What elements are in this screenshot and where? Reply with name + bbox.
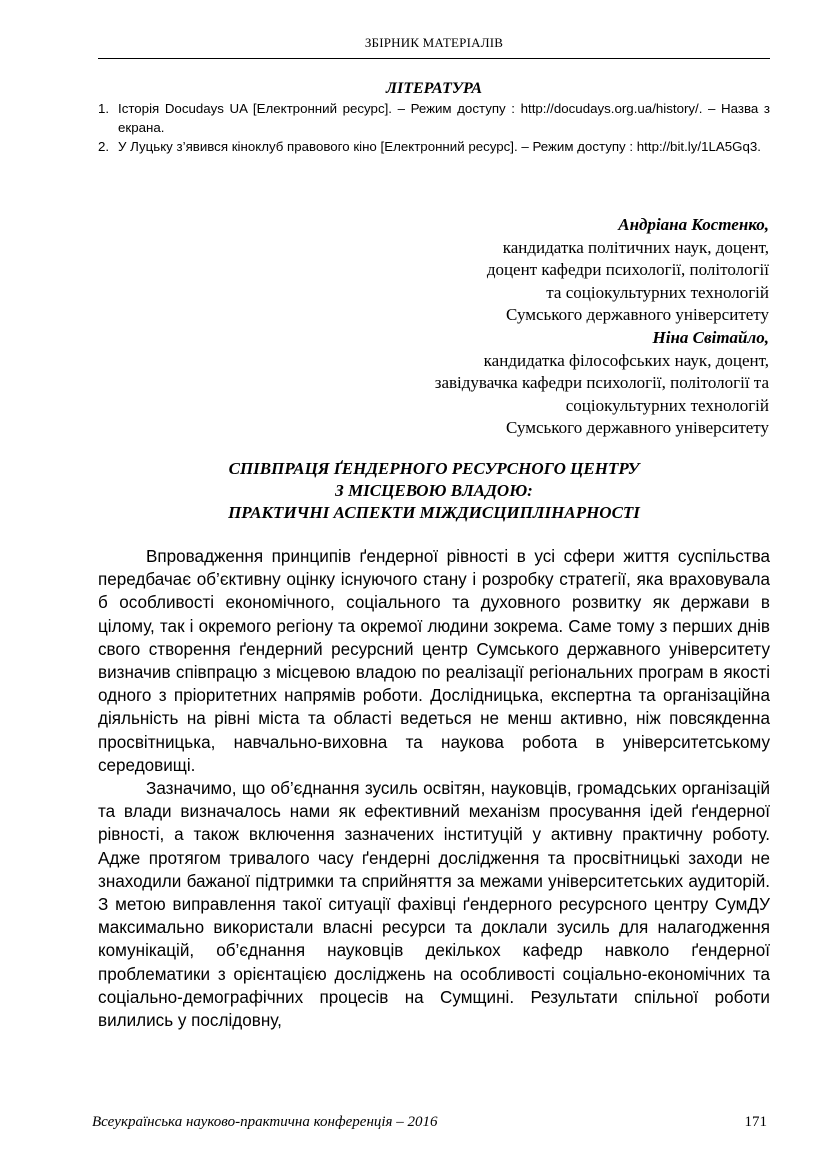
references-list: [98, 99, 770, 156]
reference-number: 1.: [98, 101, 110, 116]
page-number: 171: [744, 1114, 767, 1130]
author-name: Андріана Костенко,: [618, 215, 769, 234]
references-heading: ЛІТЕРАТУРА: [385, 80, 483, 97]
footer-conference: Всеукраїнська науково-практична конференція – 2016: [92, 1114, 438, 1130]
article-body: [98, 545, 770, 1032]
reference-text: У Луцьку з’явився кіноклуб правового кіно [Електронний ресурс]. – Режим доступу : http://bit.ly/1LA5Gq3.: [118, 139, 761, 154]
author-block: [300, 214, 769, 440]
body-paragraph: Зазначимо, що об’єднання зусиль освітян, науковців, громадських організацій та влади визначалось нами як ефективний механізм просування ідей ґендерної рівності, а також включення зазначених інституцій у активну практичну роботу. Адже протягом тривалого часу ґендерні дослідження та просвітницькі заходи не знаходили бажаної підтримки та сприйняття за межами університетських аудиторій. З метою виправлення такої ситуації фахівці ґендерного ресурсного центру СумДУ максимально використали власні ресурси та доклали зусиль для налагодження комунікацій, об’єднання науковців декількох кафедр навколо ґендерної проблематики з орієнтацією досліджень на особливості соціально-економічних та соціально-демографічних процесів на Сумщині. Результати спільної роботи вилились у послідовну,: [98, 779, 770, 1031]
running-header: ЗБІРНИК МАТЕРІАЛІВ: [364, 35, 504, 50]
author-affiliation-line: доцент кафедри психології, політології: [486, 260, 769, 280]
reference-number: 2.: [98, 139, 110, 154]
body-paragraph: Впровадження принципів ґендерної рівності в усі сфери життя суспільства передбачає об’єктивну оцінку існуючого стану і розробку стратегії, яка враховувала б особливості економічного, соціального та духовного розвитку як держави в цілому, так і окремого регіону та окремої людини зокрема. Саме тому з перших днів свого створення ґендерний ресурсний центр Сумського державного університету визначив співпрацю з місцевою владою по реалізації регіональних програм в якості одного з пріоритетних напрямів роботи. Дослідницька, експертна та організаційна діяльність на рівні міста та області ведеться не менш активно, ніж повсякденна просвітницька, навчально-виховна та наукова робота в університетському середовищі.: [98, 547, 770, 775]
article-title-line: ПРАКТИЧНІ АСПЕКТИ МІЖДИСЦИПЛІНАРНОСТІ: [228, 503, 640, 522]
author-affiliation-line: та соціокультурних технологій: [546, 282, 769, 302]
author-affiliation-line: Сумського державного університету: [506, 418, 769, 438]
author-affiliation-line: завідувачка кафедри психології, політології та: [434, 373, 769, 393]
author-affiliation-line: кандидатка філософських наук, доцент,: [483, 350, 769, 370]
author-affiliation-line: кандидатка політичних наук, доцент,: [502, 237, 769, 257]
article-title: [98, 458, 770, 524]
article-title-line: З МІСЦЕВОЮ ВЛАДОЮ:: [335, 481, 533, 500]
reference-item: [98, 137, 770, 156]
reference-text: Історія Docudays UA [Електронний ресурс]. – Режим доступу : http://docudays.org.ua/history/. – Назва з екрана.: [118, 101, 770, 135]
author-name: Ніна Світайло,: [652, 327, 769, 347]
article-title-line: СПІВПРАЦЯ ҐЕНДЕРНОГО РЕСУРСНОГО ЦЕНТРУ: [228, 459, 640, 478]
author-affiliation-line: Сумського державного університету: [506, 305, 769, 325]
author-affiliation-line: соціокультурних технологій: [565, 395, 769, 415]
reference-item: [98, 99, 770, 137]
header-divider: [98, 58, 770, 59]
